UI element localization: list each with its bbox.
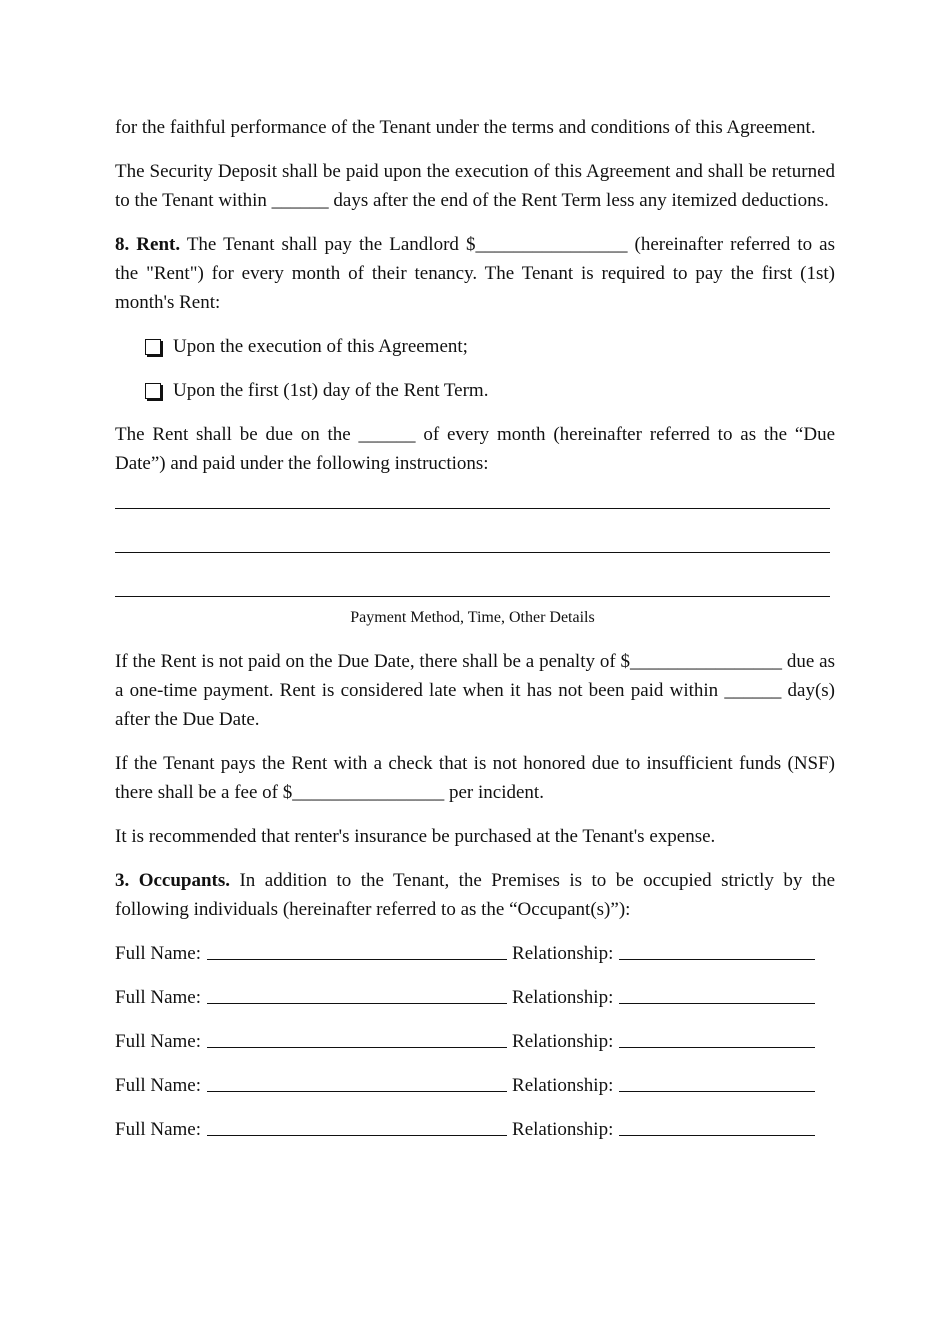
checkbox-icon[interactable] — [145, 383, 161, 399]
paragraph-due-date: The Rent shall be due on the ______ of every month (hereinafter referred to as the “Due Date”) and paid under the following instructions: — [115, 424, 835, 474]
rent-option-2-label: Upon the first (1st) day of the Rent Term. — [173, 380, 489, 401]
relationship-label: Relationship: — [512, 943, 614, 964]
relationship-label: Relationship: — [512, 987, 614, 1008]
occupant-row — [115, 1071, 835, 1100]
rent-text: The Tenant shall pay the Landlord $________________ (hereinafter referred to as the "Rent") for every month of their tenancy. The Tenant is required to pay the first (1st) month's Rent: — [115, 234, 835, 313]
occupants-text: In addition to the Tenant, the Premises is to be occupied strictly by the following individuals (hereinafter referred to as the “Occupant(s)”): — [115, 870, 835, 920]
full-name-field[interactable] — [207, 1115, 507, 1136]
full-name-field[interactable] — [207, 1071, 507, 1092]
full-name-label: Full Name: — [115, 943, 202, 964]
relationship-field[interactable] — [619, 1071, 815, 1092]
full-name-field[interactable] — [207, 983, 507, 1004]
relationship-field[interactable] — [619, 1115, 815, 1136]
relationship-label: Relationship: — [512, 1119, 614, 1140]
relationship-label: Relationship: — [512, 1031, 614, 1052]
instructions-line-3[interactable] — [115, 596, 830, 597]
instructions-line-1[interactable] — [115, 508, 830, 509]
rent-option-1 — [145, 332, 835, 361]
paragraph-deposit-continuation: for the faithful performance of the Tenant under the terms and conditions of this Agreement. — [115, 117, 816, 138]
full-name-label: Full Name: — [115, 1031, 202, 1052]
instructions-line-2[interactable] — [115, 552, 830, 553]
occupant-row — [115, 1115, 835, 1144]
document-page — [115, 113, 835, 1144]
relationship-field[interactable] — [619, 983, 815, 1004]
rent-option-1-label: Upon the execution of this Agreement; — [173, 336, 468, 357]
occupant-row — [115, 1027, 835, 1056]
full-name-label: Full Name: — [115, 1119, 202, 1140]
full-name-field[interactable] — [207, 939, 507, 960]
occupant-row — [115, 983, 835, 1012]
relationship-field[interactable] — [619, 939, 815, 960]
full-name-field[interactable] — [207, 1027, 507, 1048]
paragraph-nsf: If the Tenant pays the Rent with a check that is not honored due to insufficient funds (NSF) there shall be a fee of $________________ per incident. — [115, 753, 835, 803]
paragraph-insurance: It is recommended that renter's insurance be purchased at the Tenant's expense. — [115, 826, 716, 847]
paragraph-late-penalty: If the Rent is not paid on the Due Date, there shall be a penalty of $________________ due as a one-time payment. Rent is considered late when it has not been paid within ______ day(s) after the Due Date. — [115, 651, 835, 730]
instructions-caption: Payment Method, Time, Other Details — [350, 609, 595, 626]
rent-heading: 8. Rent. — [115, 234, 181, 255]
paragraph-occupants — [115, 866, 835, 924]
occupants-heading: 3. Occupants. — [115, 870, 231, 891]
paragraph-deposit-return: The Security Deposit shall be paid upon the execution of this Agreement and shall be returned to the Tenant within ______ days after the end of the Rent Term less any itemized deductions. — [115, 161, 835, 211]
checkbox-icon[interactable] — [145, 339, 161, 355]
relationship-field[interactable] — [619, 1027, 815, 1048]
full-name-label: Full Name: — [115, 987, 202, 1008]
rent-option-2 — [145, 376, 835, 405]
paragraph-rent — [115, 230, 835, 317]
relationship-label: Relationship: — [512, 1075, 614, 1096]
occupants-list — [115, 939, 835, 1144]
instructions-block — [115, 508, 835, 629]
full-name-label: Full Name: — [115, 1075, 202, 1096]
occupant-row — [115, 939, 835, 968]
